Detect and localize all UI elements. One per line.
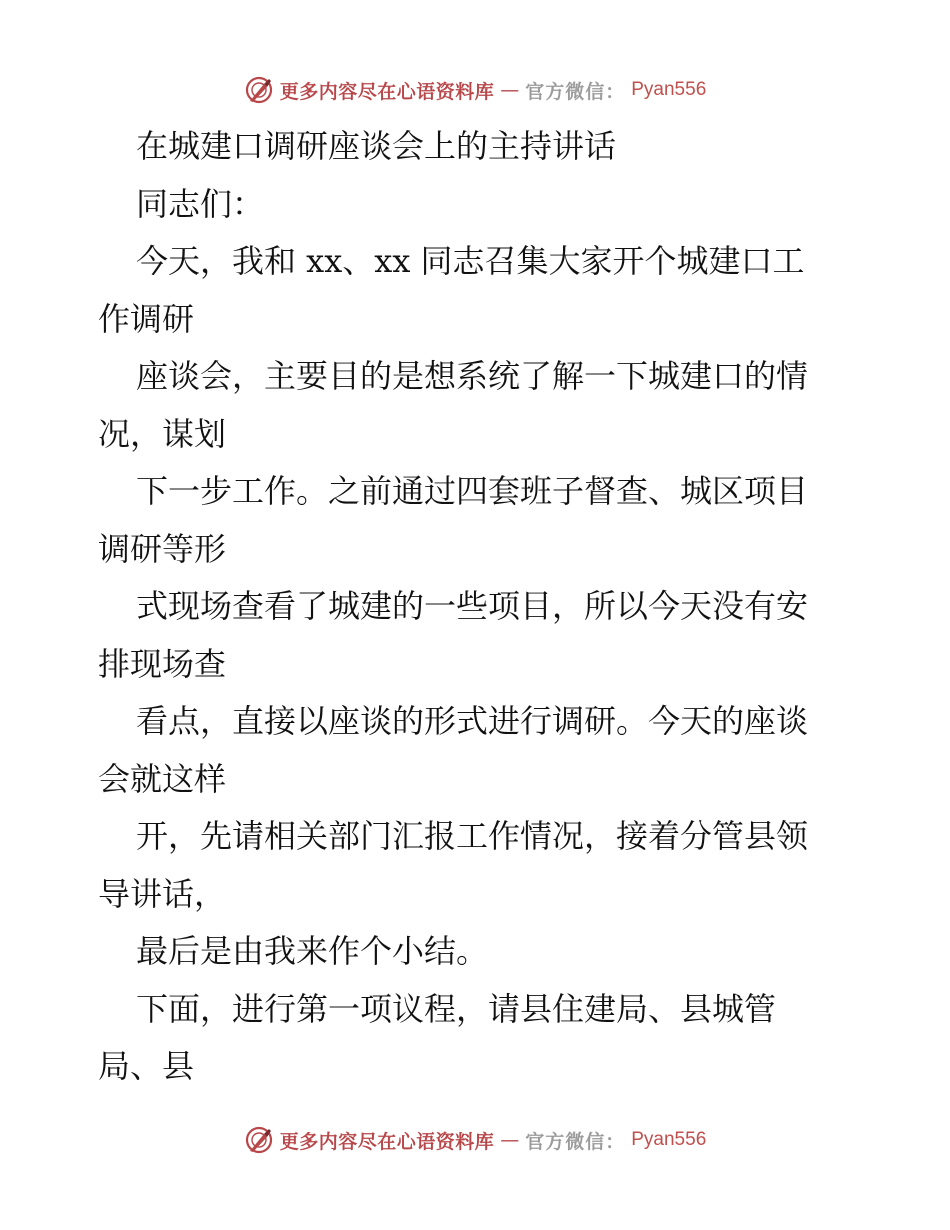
document-line: 最后是由我来作个小结。 [136,932,489,970]
watermark-wechat-id: Pyan556 [631,1129,707,1150]
watermark-dash: — [500,1129,520,1151]
header-watermark-banner [0,72,950,108]
document-line: 式现场查看了城建的一些项目，所以今天没有安 [136,587,809,625]
document-line: 今天，我和 xx、xx 同志召集大家开个城建口工 [136,242,805,280]
pen-circle-logo-icon [244,75,274,105]
document-line: 况，谋划 [98,414,227,453]
document-line: 看点，直接以座谈的形式进行调研。今天的座谈 [136,702,809,740]
watermark-brand-text: 更多内容尽在心语资料库 [279,80,495,103]
document-line: 同志们： [136,184,265,223]
watermark-wechat-label: 官方微信： [525,80,626,103]
footer-watermark-banner [0,1122,950,1158]
document-title: 在城建口调研座谈会上的主持讲话 [136,127,617,165]
document-line: 会就这样 [98,759,227,798]
watermark-brand-text: 更多内容尽在心语资料库 [279,1130,495,1153]
document-body [98,118,858,1096]
document-line: 下一步工作。之前通过四套班子督查、城区项目 [136,472,809,510]
watermark-dash: — [500,79,520,101]
document-line: 下面，进行第一项议程，请县住建局、县城管 [136,989,777,1028]
document-line: 开，先请相关部门汇报工作情况，接着分管县领 [136,817,809,855]
document-line: 排现场查 [98,644,227,683]
document-line: 导讲话， [98,874,227,913]
document-line: 调研等形 [98,529,227,568]
document-line: 作调研 [98,299,195,338]
document-line: 座谈会，主要目的是想系统了解一下城建口的情 [136,357,809,395]
pen-circle-logo-icon [244,1125,274,1155]
watermark-wechat-id: Pyan556 [631,79,707,100]
watermark-wechat-label: 官方微信： [525,1130,626,1153]
document-line: 局、县 [98,1047,195,1085]
